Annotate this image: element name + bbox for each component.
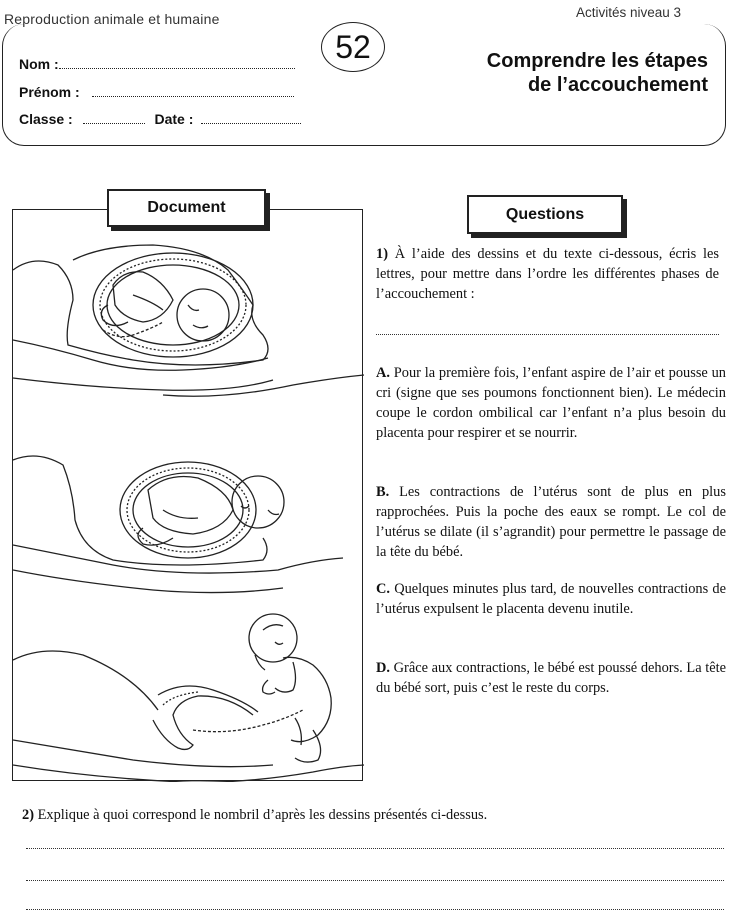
question-1-answer-line[interactable] xyxy=(376,322,719,335)
step-d-text: Grâce aux contractions, le bébé est poussé dehors. La tête du bébé sort, puis c’est le reste du corps. xyxy=(376,660,726,696)
class-label: Classe : xyxy=(19,111,73,127)
step-d-letter: D. xyxy=(376,660,390,676)
subject-label: Reproduction animale et humaine xyxy=(4,11,220,27)
date-label: Date : xyxy=(154,111,194,127)
question-2-number: 2) xyxy=(22,807,34,823)
name-label: Nom : xyxy=(19,56,59,72)
step-c-text: Quelques minutes plus tard, de nouvelles contractions de l’utérus expulsent le placenta devenu inutile. xyxy=(376,581,726,617)
level-label: Activités niveau 3 xyxy=(576,5,682,20)
question-1-number: 1) xyxy=(376,246,388,262)
step-b xyxy=(376,482,726,562)
step-b-text: Les contractions de l’utérus sont de plus en plus rapprochées. Puis la poche des eaux se rompt. Le col de l’utérus se dilate (il s’agrandit) pour permettre le passage de la tête du bébé. xyxy=(376,484,726,560)
document-frame xyxy=(12,209,363,781)
document-label: Document xyxy=(107,189,266,227)
birth-stage-illustration-1 xyxy=(13,245,364,396)
question-2-answer-line-2[interactable] xyxy=(26,868,724,881)
question-1 xyxy=(376,244,719,304)
step-c xyxy=(376,579,726,619)
step-a-letter: A. xyxy=(376,365,390,381)
firstname-field[interactable] xyxy=(19,84,294,100)
birth-stage-illustration-2 xyxy=(13,456,343,593)
class-date-field[interactable] xyxy=(19,111,301,127)
date-dotted-line[interactable] xyxy=(201,111,301,124)
step-d xyxy=(376,658,726,698)
firstname-dotted-line[interactable] xyxy=(92,84,294,97)
class-dotted-line[interactable] xyxy=(83,111,145,124)
activity-number: 52 xyxy=(321,22,385,72)
firstname-label: Prénom : xyxy=(19,84,80,100)
page-title-line1: Comprendre les étapes xyxy=(486,50,708,72)
step-b-letter: B. xyxy=(376,484,390,500)
question-2-answer-line-3[interactable] xyxy=(26,897,724,910)
name-field[interactable] xyxy=(19,56,295,72)
question-2-answer-line-1[interactable] xyxy=(26,836,724,849)
question-1-text: À l’aide des dessins et du texte ci-dessous, écris les lettres, pour mettre dans l’ordre les différentes phases de l’accouchement : xyxy=(376,246,719,302)
birth-stage-illustration-3 xyxy=(13,614,364,782)
childbirth-illustrations xyxy=(13,210,364,782)
step-c-letter: C. xyxy=(376,581,390,597)
question-2-text: Explique à quoi correspond le nombril d’après les dessins présentés ci-dessus. xyxy=(37,807,488,823)
question-2 xyxy=(22,805,722,825)
name-dotted-line[interactable] xyxy=(59,56,295,69)
questions-label: Questions xyxy=(467,195,623,234)
step-a-text: Pour la première fois, l’enfant aspire de l’air et pousse un cri (signe que ses poumons fonctionnent bien). Le médecin coupe le cordon ombilical car l’enfant n’a plus besoin du placenta pour respirer et se nourrir. xyxy=(376,365,726,441)
page-title-line2: de l’accouchement xyxy=(527,74,708,96)
step-a xyxy=(376,363,726,443)
